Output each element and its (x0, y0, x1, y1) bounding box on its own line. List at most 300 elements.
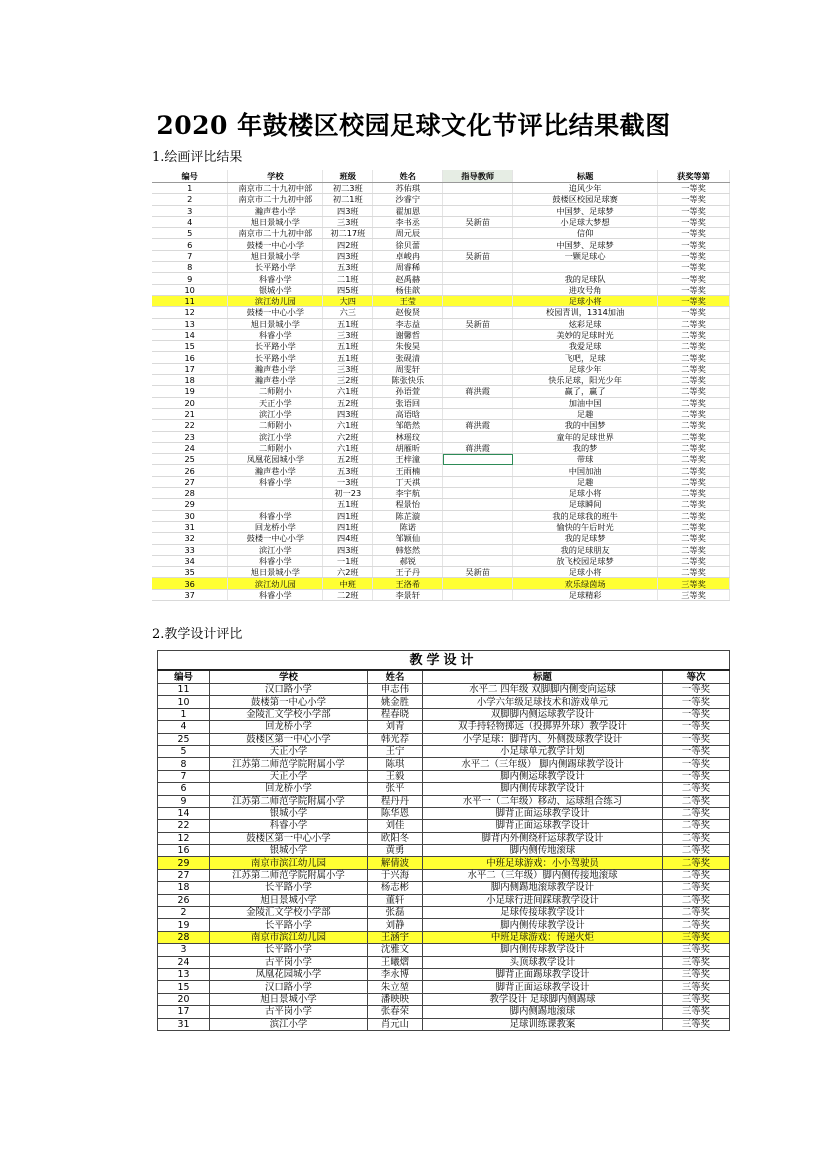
cell-school: 科睿小学 (228, 510, 323, 521)
cell-school: 天正小学 (210, 745, 368, 757)
cell-title: 足球小将 (513, 567, 658, 578)
cell-grade: 二等奖 (663, 783, 730, 795)
cell-id: 21 (152, 408, 228, 419)
cell-school: 鼓楼区第一中心小学 (210, 832, 368, 844)
table-row (152, 216, 730, 227)
table-row (158, 845, 730, 857)
cell-name: 赵俊贤 (373, 307, 443, 318)
cell-id: 12 (152, 307, 228, 318)
cell-title: 足球训练课教案 (423, 1018, 663, 1030)
col-header-school: 学校 (210, 670, 368, 684)
cell-award: 二等奖 (658, 499, 730, 510)
cell-title: 脚背正面运球教学设计 (423, 981, 663, 993)
cell-name: 王子丹 (373, 567, 443, 578)
cell-teacher (443, 239, 513, 250)
cell-teacher (443, 341, 513, 352)
cell-name: 于兴海 (368, 869, 423, 881)
cell-teacher (443, 262, 513, 273)
cell-title: 水平二（三年级） 脚内侧踢球教学设计 (423, 758, 663, 770)
cell-teacher (443, 499, 513, 510)
cell-school: 江苏第二师范学院附属小学 (210, 795, 368, 807)
table-row (152, 295, 730, 306)
cell-id: 5 (152, 228, 228, 239)
cell-award: 二等奖 (658, 521, 730, 532)
cell-school: 鼓楼一中心小学 (228, 239, 323, 250)
cell-teacher (443, 589, 513, 600)
cell-title: 脚内侧传球教学设计 (423, 783, 663, 795)
cell-id: 29 (158, 857, 210, 869)
cell-class: 一1班 (323, 555, 373, 566)
cell-teacher: 吴新苗 (443, 318, 513, 329)
table-row (158, 968, 730, 980)
cell-school: 银城小学 (210, 807, 368, 819)
cell-title: 炫彩足球 (513, 318, 658, 329)
cell-title: 脚内侧传球教学设计 (423, 944, 663, 956)
cell-title: 进攻号角 (513, 284, 658, 295)
cell-school: 瀚声巷小学 (228, 465, 323, 476)
cell-id: 16 (152, 352, 228, 363)
cell-school: 滨江幼儿园 (228, 578, 323, 589)
cell-name: 程景怡 (373, 499, 443, 510)
cell-title: 脚内侧踢地滚球教学设计 (423, 882, 663, 894)
cell-school (228, 488, 323, 499)
cell-name: 胡雁昕 (373, 442, 443, 453)
cell-title: 信仰 (513, 228, 658, 239)
table-row (152, 578, 730, 589)
cell-id: 27 (152, 476, 228, 487)
cell-title: 欢乐绿茵场 (513, 578, 658, 589)
cell-title: 脚背正面运球教学设计 (423, 820, 663, 832)
table-row (152, 567, 730, 578)
painting-section-label: 1.绘画评比结果 (152, 150, 243, 165)
cell-teacher (443, 533, 513, 544)
cell-award: 二等奖 (658, 544, 730, 555)
table-row (152, 352, 730, 363)
cell-id: 15 (152, 341, 228, 352)
cell-school: 回龙桥小学 (210, 721, 368, 733)
cell-award: 一等奖 (658, 307, 730, 318)
cell-id: 25 (158, 733, 210, 745)
table-row (158, 907, 730, 919)
cell-id: 30 (152, 510, 228, 521)
cell-title: 足球瞬间 (513, 499, 658, 510)
cell-title: 足趣 (513, 476, 658, 487)
cell-title: 加油中国 (513, 397, 658, 408)
cell-grade: 一等奖 (663, 684, 730, 696)
cell-title: 中班足球游戏：小小驾驶员 (423, 857, 663, 869)
cell-class: 五1班 (323, 352, 373, 363)
cell-school: 科睿小学 (228, 273, 323, 284)
cell-award: 二等奖 (658, 386, 730, 397)
cell-title: 双手持轻物掷远（投掷界外球）教学设计 (423, 721, 663, 733)
cell-id: 20 (158, 993, 210, 1005)
table-row (152, 318, 730, 329)
cell-id: 9 (152, 273, 228, 284)
cell-title: 小足球行进间踩球教学设计 (423, 894, 663, 906)
cell-school: 旭日景城小学 (228, 567, 323, 578)
table-row (152, 533, 730, 544)
cell-school: 长平路小学 (210, 919, 368, 931)
cell-id: 1 (152, 183, 228, 194)
cell-award: 一等奖 (658, 216, 730, 227)
cell-id: 25 (152, 454, 228, 465)
cell-award: 二等奖 (658, 318, 730, 329)
cell-name: 王曦熠 (368, 956, 423, 968)
cell-school: 旭日景城小学 (228, 216, 323, 227)
cell-class: 四2班 (323, 239, 373, 250)
cell-school: 瀚声巷小学 (228, 375, 323, 386)
cell-name: 王梓潼 (373, 454, 443, 465)
cell-school: 凤凰花园城小学 (210, 968, 368, 980)
cell-school: 长平路小学 (228, 262, 323, 273)
cell-class: 初二3班 (323, 183, 373, 194)
col-header-name: 姓名 (368, 670, 423, 684)
cell-award: 二等奖 (658, 397, 730, 408)
cell-title: 头顶球教学设计 (423, 956, 663, 968)
cell-school: 银城小学 (228, 284, 323, 295)
cell-id: 10 (152, 284, 228, 295)
cell-name: 张语回 (373, 397, 443, 408)
cell-name: 刘青 (368, 721, 423, 733)
table-row (152, 454, 730, 465)
cell-title: 脚背正面踢球教学设计 (423, 968, 663, 980)
cell-grade: 一等奖 (663, 696, 730, 708)
cell-name: 潘映映 (368, 993, 423, 1005)
col-header-school: 学校 (228, 170, 323, 183)
cell-award: 二等奖 (658, 352, 730, 363)
cell-school: 科睿小学 (228, 329, 323, 340)
cell-title: 我的梦 (513, 442, 658, 453)
cell-grade: 二等奖 (663, 919, 730, 931)
cell-school: 滨江小学 (228, 431, 323, 442)
cell-school: 瀚声巷小学 (228, 363, 323, 374)
cell-title: 中国加油 (513, 465, 658, 476)
cell-name: 肖元山 (368, 1018, 423, 1030)
cell-award: 二等奖 (658, 363, 730, 374)
cell-class: 初一23 (323, 488, 373, 499)
cell-school: 二师附小 (228, 420, 323, 431)
cell-name: 刘静 (368, 919, 423, 931)
cell-name: 周睿稀 (373, 262, 443, 273)
cell-title: 脚内侧运球教学设计 (423, 770, 663, 782)
cell-class: 四3班 (323, 544, 373, 555)
cell-teacher (443, 476, 513, 487)
cell-name: 王宁 (368, 745, 423, 757)
col-header-id: 编号 (158, 670, 210, 684)
cell-title: 脚内侧传地滚球 (423, 845, 663, 857)
cell-teacher (443, 510, 513, 521)
cell-name: 韩悠然 (373, 544, 443, 555)
cell-id: 12 (158, 832, 210, 844)
cell-id: 2 (152, 194, 228, 205)
table-row (158, 1018, 730, 1030)
table-row (152, 183, 730, 194)
col-header-name: 姓名 (373, 170, 443, 183)
cell-id: 24 (158, 956, 210, 968)
cell-teacher (443, 578, 513, 589)
cell-title: 我爱足球 (513, 341, 658, 352)
cell-name: 孙语萱 (373, 386, 443, 397)
cell-school (228, 499, 323, 510)
cell-grade: 一等奖 (663, 721, 730, 733)
cell-id: 9 (158, 795, 210, 807)
cell-name: 陈芷漩 (373, 510, 443, 521)
cell-teacher: 蒋洪霞 (443, 420, 513, 431)
cell-id: 23 (152, 431, 228, 442)
cell-award: 一等奖 (658, 239, 730, 250)
cell-teacher (443, 375, 513, 386)
cell-award: 二等奖 (658, 454, 730, 465)
cell-class: 大四 (323, 295, 373, 306)
cell-id: 20 (152, 397, 228, 408)
cell-name: 李书丞 (373, 216, 443, 227)
cell-school: 金陵汇文学校小学部 (210, 708, 368, 720)
cell-school: 瀚声巷小学 (228, 205, 323, 216)
cell-award: 一等奖 (658, 250, 730, 261)
cell-name: 朱立堃 (368, 981, 423, 993)
cell-teacher (443, 194, 513, 205)
cell-name: 申志伟 (368, 684, 423, 696)
cell-class: 六2班 (323, 431, 373, 442)
cell-name: 王莹 (373, 295, 443, 306)
cell-id: 7 (152, 250, 228, 261)
cell-award: 二等奖 (658, 476, 730, 487)
cell-title: 小足球单元教学计划 (423, 745, 663, 757)
cell-title: 足球小将 (513, 488, 658, 499)
teaching-section-label: 2.教学设计评比 (152, 627, 243, 642)
table-row (158, 919, 730, 931)
cell-class: 五3班 (323, 262, 373, 273)
cell-title: 小足球大梦想 (513, 216, 658, 227)
cell-id: 6 (158, 783, 210, 795)
cell-teacher (443, 228, 513, 239)
cell-class: 六1班 (323, 420, 373, 431)
table-row (152, 397, 730, 408)
cell-school: 旭日景城小学 (228, 250, 323, 261)
cell-id: 13 (152, 318, 228, 329)
cell-teacher (443, 284, 513, 295)
cell-grade: 二等奖 (663, 882, 730, 894)
cell-id: 19 (158, 919, 210, 931)
cell-name: 杨志彬 (368, 882, 423, 894)
cell-award: 一等奖 (658, 295, 730, 306)
table-row (158, 795, 730, 807)
cell-school: 旭日景城小学 (210, 894, 368, 906)
cell-name: 杨佳歆 (373, 284, 443, 295)
cell-name: 张磊 (368, 907, 423, 919)
cell-school: 长平路小学 (210, 882, 368, 894)
cell-id: 11 (158, 684, 210, 696)
cell-name: 邹颖仙 (373, 533, 443, 544)
cell-class: 四3班 (323, 408, 373, 419)
cell-teacher (443, 544, 513, 555)
cell-id: 17 (158, 1006, 210, 1018)
cell-school: 汉口路小学 (210, 684, 368, 696)
col-header-id: 编号 (152, 170, 228, 183)
cell-award: 二等奖 (658, 567, 730, 578)
cell-grade: 一等奖 (663, 733, 730, 745)
cell-title: 足球精彩 (513, 589, 658, 600)
painting-results-table (152, 170, 730, 601)
cell-teacher (443, 329, 513, 340)
cell-id: 18 (152, 375, 228, 386)
cell-school: 南京市二十九初中部 (228, 228, 323, 239)
cell-title: 脚背内外侧绕杆运球教学设计 (423, 832, 663, 844)
cell-name: 陈诺 (373, 521, 443, 532)
cell-school: 滨江幼儿园 (228, 295, 323, 306)
cell-teacher: 蒋洪霞 (443, 386, 513, 397)
cell-award: 二等奖 (658, 375, 730, 386)
cell-name: 卓峻冉 (373, 250, 443, 261)
cell-school: 滨江小学 (228, 408, 323, 419)
cell-title: 带球 (513, 454, 658, 465)
cell-name: 李宇航 (373, 488, 443, 499)
table-row (158, 993, 730, 1005)
cell-class: 三3班 (323, 363, 373, 374)
cell-name: 张春荣 (368, 1006, 423, 1018)
table-row (152, 521, 730, 532)
cell-class: 六2班 (323, 567, 373, 578)
cell-title: 中班足球游戏：传递火炬 (423, 931, 663, 943)
cell-school: 江苏第二师范学院附属小学 (210, 869, 368, 881)
cell-id: 7 (158, 770, 210, 782)
cell-school: 科睿小学 (228, 589, 323, 600)
table-row (158, 721, 730, 733)
cell-title: 快乐足球，阳光少年 (513, 375, 658, 386)
cell-teacher (443, 408, 513, 419)
cell-name: 姚金胜 (368, 696, 423, 708)
table-row (158, 758, 730, 770)
cell-title: 校园青训，1314加油 (513, 307, 658, 318)
table-row (158, 783, 730, 795)
cell-id: 14 (152, 329, 228, 340)
cell-award: 一等奖 (658, 194, 730, 205)
col-header-award: 获奖等第 (658, 170, 730, 183)
cell-award: 二等奖 (658, 510, 730, 521)
cell-id: 5 (158, 745, 210, 757)
table-row (158, 869, 730, 881)
col-header-teacher: 指导教师 (443, 170, 513, 183)
table-row (152, 284, 730, 295)
table-row (158, 956, 730, 968)
table-row (152, 239, 730, 250)
cell-name: 李景轩 (373, 589, 443, 600)
cell-name: 林瑶玟 (373, 431, 443, 442)
cell-title: 放飞校园足球梦 (513, 555, 658, 566)
table-row (158, 684, 730, 696)
cell-teacher (443, 521, 513, 532)
cell-id: 17 (152, 363, 228, 374)
cell-name: 沈雅文 (368, 944, 423, 956)
cell-school: 滨江小学 (228, 544, 323, 555)
col-header-title: 标题 (513, 170, 658, 183)
cell-teacher: 蒋洪霞 (443, 442, 513, 453)
cell-grade: 二等奖 (663, 869, 730, 881)
cell-teacher (443, 363, 513, 374)
cell-teacher (443, 454, 513, 465)
cell-grade: 三等奖 (663, 993, 730, 1005)
cell-school: 天正小学 (228, 397, 323, 408)
cell-name: 翟加恩 (373, 205, 443, 216)
cell-name: 程春晓 (368, 708, 423, 720)
cell-grade: 一等奖 (663, 770, 730, 782)
cell-teacher (443, 352, 513, 363)
cell-award: 一等奖 (658, 183, 730, 194)
cell-id: 4 (158, 721, 210, 733)
cell-title: 美妙的足球时光 (513, 329, 658, 340)
table-row (158, 832, 730, 844)
cell-name: 陈琪 (368, 758, 423, 770)
table-row (158, 857, 730, 869)
cell-title: 我的足球我的班牛 (513, 510, 658, 521)
cell-teacher (443, 397, 513, 408)
table-row (158, 931, 730, 943)
cell-award: 一等奖 (658, 262, 730, 273)
cell-id: 33 (152, 544, 228, 555)
teaching-results-table-container (157, 650, 731, 1046)
cell-id: 34 (152, 555, 228, 566)
cell-school: 银城小学 (210, 845, 368, 857)
cell-id: 26 (152, 465, 228, 476)
table-row (152, 488, 730, 499)
cell-award: 二等奖 (658, 488, 730, 499)
cell-grade: 二等奖 (663, 894, 730, 906)
cell-school: 科睿小学 (228, 476, 323, 487)
cell-id: 13 (158, 968, 210, 980)
cell-name: 丁天祺 (373, 476, 443, 487)
cell-class: 三3班 (323, 329, 373, 340)
cell-class: 四3班 (323, 250, 373, 261)
cell-id: 22 (158, 820, 210, 832)
cell-name: 董轩 (368, 894, 423, 906)
cell-class: 五3班 (323, 465, 373, 476)
cell-teacher: 吴新苗 (443, 250, 513, 261)
cell-title: 水平二 四年级 双脚脚内侧变向运球 (423, 684, 663, 696)
cell-teacher (443, 307, 513, 318)
cell-title: 我的足球队 (513, 273, 658, 284)
cell-title: 我的足球朋友 (513, 544, 658, 555)
cell-name: 周元辰 (373, 228, 443, 239)
cell-school: 回龙桥小学 (210, 783, 368, 795)
cell-name: 苏佑琪 (373, 183, 443, 194)
cell-id: 18 (158, 882, 210, 894)
cell-class: 三2班 (323, 375, 373, 386)
cell-id: 6 (152, 239, 228, 250)
table-row (158, 981, 730, 993)
cell-grade: 一等奖 (663, 758, 730, 770)
cell-grade: 二等奖 (663, 845, 730, 857)
table-row (158, 807, 730, 819)
cell-grade: 三等奖 (663, 931, 730, 943)
cell-grade: 一等奖 (663, 708, 730, 720)
cell-id: 22 (152, 420, 228, 431)
cell-id: 3 (158, 944, 210, 956)
cell-teacher (443, 488, 513, 499)
table-row (158, 820, 730, 832)
cell-name: 解倩波 (368, 857, 423, 869)
cell-award: 一等奖 (658, 284, 730, 295)
cell-name: 王洛希 (373, 578, 443, 589)
cell-title: 我的足球梦 (513, 533, 658, 544)
cell-grade: 三等奖 (663, 944, 730, 956)
cell-school: 滨江小学 (210, 1018, 368, 1030)
cell-name: 陈张快乐 (373, 375, 443, 386)
cell-id: 1 (158, 708, 210, 720)
table-row (152, 420, 730, 431)
cell-name: 高语晗 (373, 408, 443, 419)
table-row (152, 329, 730, 340)
cell-grade: 一等奖 (663, 745, 730, 757)
